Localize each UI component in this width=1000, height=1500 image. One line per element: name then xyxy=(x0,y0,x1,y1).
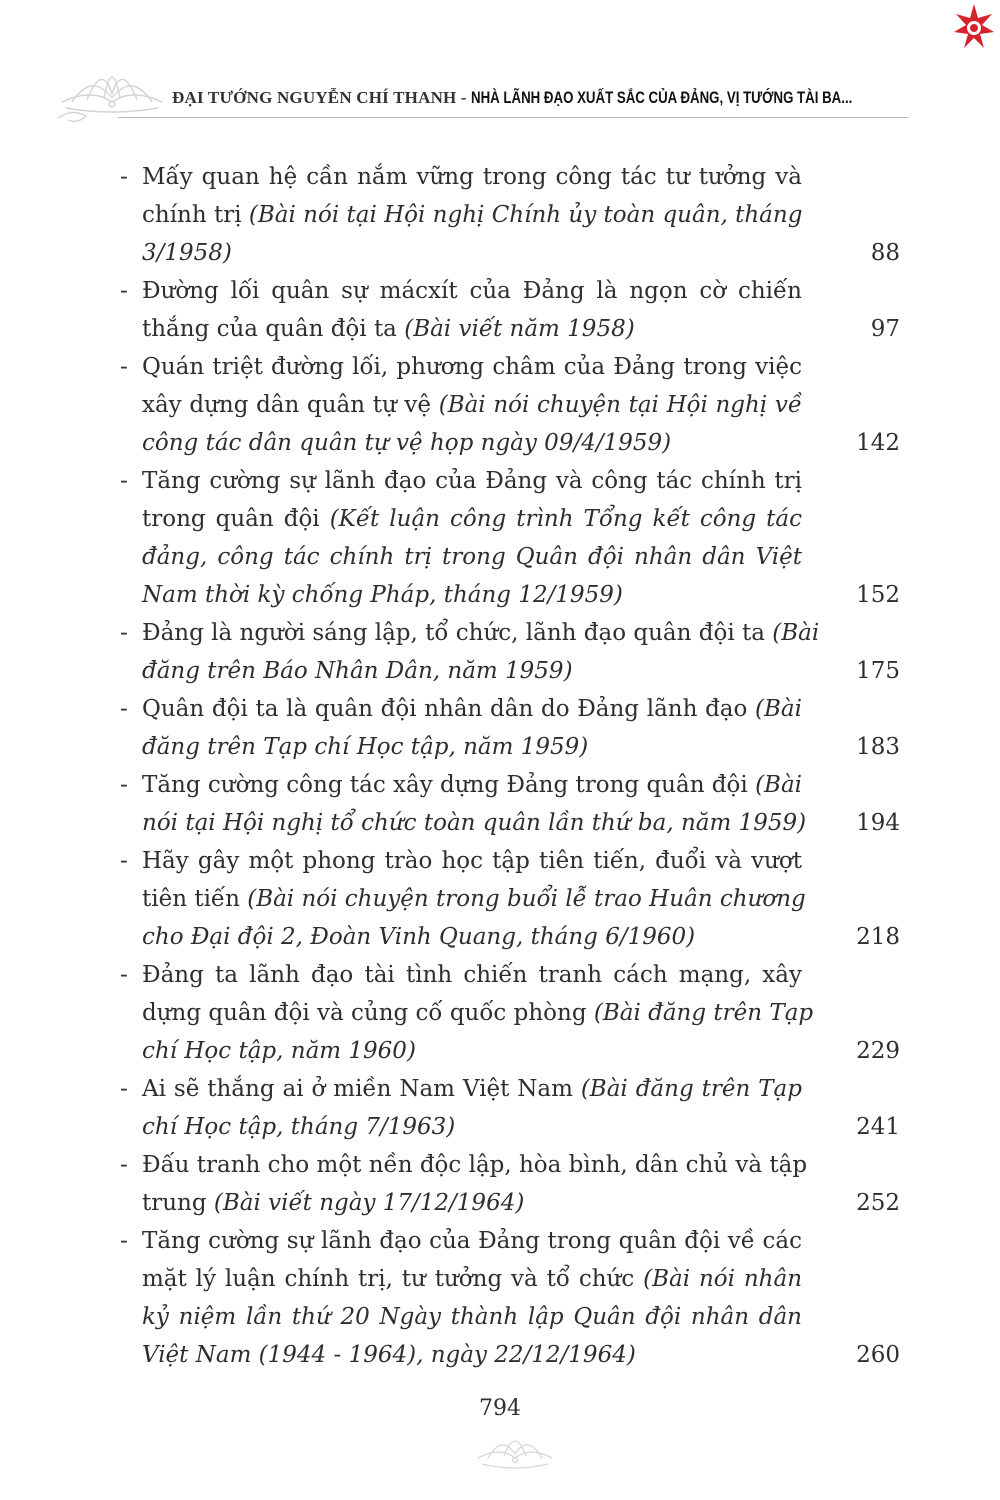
toc-entry[interactable] xyxy=(120,766,910,842)
toc-line xyxy=(120,842,910,880)
header-separator: - xyxy=(456,88,471,107)
toc-source: (Bài đăng trên Tạp xyxy=(580,1076,802,1102)
toc-page-number: 175 xyxy=(856,658,900,684)
toc-page-number: 218 xyxy=(856,924,900,950)
toc-source: (Bài nói chuyện trong buổi lễ trao Huân chương xyxy=(247,886,806,912)
toc-line xyxy=(120,272,910,310)
bullet-dash: - xyxy=(120,468,128,494)
toc-line xyxy=(120,1222,910,1260)
toc-source: công tác dân quân tự vệ họp ngày 09/4/1959) xyxy=(142,430,672,456)
toc-page-number: 97 xyxy=(870,316,900,342)
toc-entry[interactable] xyxy=(120,1070,910,1146)
toc-source: đăng trên Tạp chí Học tập, năm 1959) xyxy=(142,734,589,760)
toc-page-number: 252 xyxy=(856,1190,900,1216)
table-of-contents xyxy=(120,158,910,1374)
toc-line xyxy=(120,462,910,500)
toc-text: Đường lối quân sự mácxít của Đảng là ngọn cờ chiến xyxy=(142,278,802,304)
toc-line xyxy=(120,918,910,956)
publisher-emblem-icon xyxy=(938,0,1000,62)
bullet-dash: - xyxy=(120,354,128,380)
toc-line xyxy=(120,766,910,804)
toc-text: dựng quân đội và củng cố quốc phòng xyxy=(142,1000,594,1026)
toc-text: xây dựng dân quân tự vệ xyxy=(142,392,439,418)
toc-text: chính trị xyxy=(142,202,249,228)
toc-text: Đấu tranh cho một nền độc lập, hòa bình, dân chủ và tập xyxy=(142,1152,808,1178)
page-number: 794 xyxy=(479,1396,521,1421)
toc-text: trong quân đội xyxy=(142,506,330,532)
toc-line xyxy=(120,652,910,690)
toc-line xyxy=(120,994,910,1032)
toc-text: Tăng cường sự lãnh đạo của Đảng trong quân đội về các xyxy=(142,1228,802,1254)
toc-source: kỷ niệm lần thứ 20 Ngày thành lập Quân đội nhân dân xyxy=(142,1304,802,1330)
toc-line xyxy=(120,1298,910,1336)
toc-source: (Bài xyxy=(755,772,803,798)
toc-source: (Bài xyxy=(772,620,820,646)
toc-text: tiên tiến xyxy=(142,886,248,912)
toc-source: (Kết luận công trình Tổng kết công tác xyxy=(329,506,802,532)
toc-line xyxy=(120,1070,910,1108)
toc-line xyxy=(120,804,910,842)
toc-line xyxy=(120,538,910,576)
toc-page-number: 152 xyxy=(856,582,900,608)
bullet-dash: - xyxy=(120,1076,128,1102)
toc-text: mặt lý luận chính trị, tư tưởng và tổ chức xyxy=(142,1266,644,1292)
toc-line xyxy=(120,500,910,538)
toc-entry[interactable] xyxy=(120,690,910,766)
toc-page-number: 194 xyxy=(856,810,900,836)
toc-text: Mấy quan hệ cần nắm vững trong công tác tư tưởng và xyxy=(142,164,802,190)
toc-source: (Bài viết năm 1958) xyxy=(404,316,635,342)
bullet-dash: - xyxy=(120,620,128,646)
toc-text: Tăng cường công tác xây dựng Đảng trong quân đội xyxy=(142,772,756,798)
toc-entry[interactable] xyxy=(120,462,910,614)
bullet-dash: - xyxy=(120,164,128,190)
toc-source: Nam thời kỳ chống Pháp, tháng 12/1959) xyxy=(142,582,623,608)
toc-source: 3/1958) xyxy=(142,240,232,266)
toc-text: Đảng ta lãnh đạo tài tình chiến tranh cách mạng, xây xyxy=(142,962,802,988)
toc-text: thắng của quân đội ta xyxy=(142,316,405,342)
toc-text: Quán triệt đường lối, phương châm của Đảng trong việc xyxy=(142,354,802,380)
toc-line xyxy=(120,158,910,196)
toc-line xyxy=(120,310,910,348)
toc-text: Tăng cường sự lãnh đạo của Đảng và công tác chính trị xyxy=(142,468,802,494)
toc-entry[interactable] xyxy=(120,348,910,462)
toc-line xyxy=(120,234,910,272)
toc-entry[interactable] xyxy=(120,272,910,348)
toc-entry[interactable] xyxy=(120,1146,910,1222)
footer-lotus-ornament-icon xyxy=(470,1424,560,1474)
toc-line xyxy=(120,1336,910,1374)
toc-text: trung xyxy=(142,1190,214,1216)
header-subtitle: NHÀ LÃNH ĐẠO XUẤT SẮC CỦA ĐẢNG, VỊ TƯỚNG TÀI BA... xyxy=(470,88,852,107)
toc-entry[interactable] xyxy=(120,842,910,956)
toc-source: (Bài viết ngày 17/12/1964) xyxy=(213,1190,525,1216)
toc-source: Việt Nam (1944 - 1964), ngày 22/12/1964) xyxy=(142,1342,636,1368)
toc-line xyxy=(120,880,910,918)
toc-page-number: 88 xyxy=(870,240,900,266)
header-divider xyxy=(118,117,908,118)
toc-entry[interactable] xyxy=(120,1222,910,1374)
bullet-dash: - xyxy=(120,962,128,988)
toc-source: đăng trên Báo Nhân Dân, năm 1959) xyxy=(142,658,573,684)
toc-entry[interactable] xyxy=(120,956,910,1070)
toc-source: chí Học tập, năm 1960) xyxy=(142,1038,416,1064)
toc-line xyxy=(120,196,910,234)
toc-page-number: 142 xyxy=(856,430,900,456)
toc-line xyxy=(120,1146,910,1184)
toc-line xyxy=(120,1184,910,1222)
toc-line xyxy=(120,386,910,424)
toc-line xyxy=(120,614,910,652)
toc-source: (Bài nói chuyện tại Hội nghị về xyxy=(438,392,803,418)
header-book-title: ĐẠI TƯỚNG NGUYỄN CHÍ THANH xyxy=(172,88,457,107)
toc-source: (Bài nói tại Hội nghị Chính ủy toàn quân, tháng xyxy=(248,202,803,228)
toc-line xyxy=(120,956,910,994)
toc-text: Ai sẽ thắng ai ở miền Nam Việt Nam xyxy=(142,1076,581,1102)
toc-line xyxy=(120,1108,910,1146)
toc-source: (Bài nói nhân xyxy=(643,1266,803,1292)
bullet-dash: - xyxy=(120,1152,128,1178)
bullet-dash: - xyxy=(120,1228,128,1254)
toc-line xyxy=(120,348,910,386)
toc-line xyxy=(120,690,910,728)
bullet-dash: - xyxy=(120,772,128,798)
toc-source: đảng, công tác chính trị trong Quân đội nhân dân Việt xyxy=(142,544,802,570)
bullet-dash: - xyxy=(120,696,128,722)
toc-page-number: 183 xyxy=(856,734,900,760)
bullet-dash: - xyxy=(120,278,128,304)
toc-text: Hãy gây một phong trào học tập tiên tiến, đuổi và vượt xyxy=(142,848,802,874)
toc-line xyxy=(120,424,910,462)
toc-source: (Bài đăng trên Tạp xyxy=(593,1000,814,1026)
toc-source: (Bài xyxy=(755,696,802,722)
toc-page-number: 260 xyxy=(856,1342,900,1368)
bullet-dash: - xyxy=(120,848,128,874)
toc-line xyxy=(120,1260,910,1298)
toc-page-number: 229 xyxy=(856,1038,900,1064)
toc-line xyxy=(120,576,910,614)
toc-source: chí Học tập, tháng 7/1963) xyxy=(142,1114,456,1140)
toc-source: nói tại Hội nghị tổ chức toàn quân lần thứ ba, năm 1959) xyxy=(142,810,807,836)
toc-text: Quân đội ta là quân đội nhân dân do Đảng lãnh đạo xyxy=(142,696,756,722)
toc-entry[interactable] xyxy=(120,614,910,690)
toc-page-number: 241 xyxy=(856,1114,900,1140)
toc-text: Đảng là người sáng lập, tổ chức, lãnh đạo quân đội ta xyxy=(142,620,773,646)
toc-entry[interactable] xyxy=(120,158,910,272)
toc-line xyxy=(120,1032,910,1070)
toc-source: cho Đại đội 2, Đoàn Vinh Quang, tháng 6/1960) xyxy=(142,924,696,950)
toc-line xyxy=(120,728,910,766)
running-header xyxy=(172,88,912,116)
